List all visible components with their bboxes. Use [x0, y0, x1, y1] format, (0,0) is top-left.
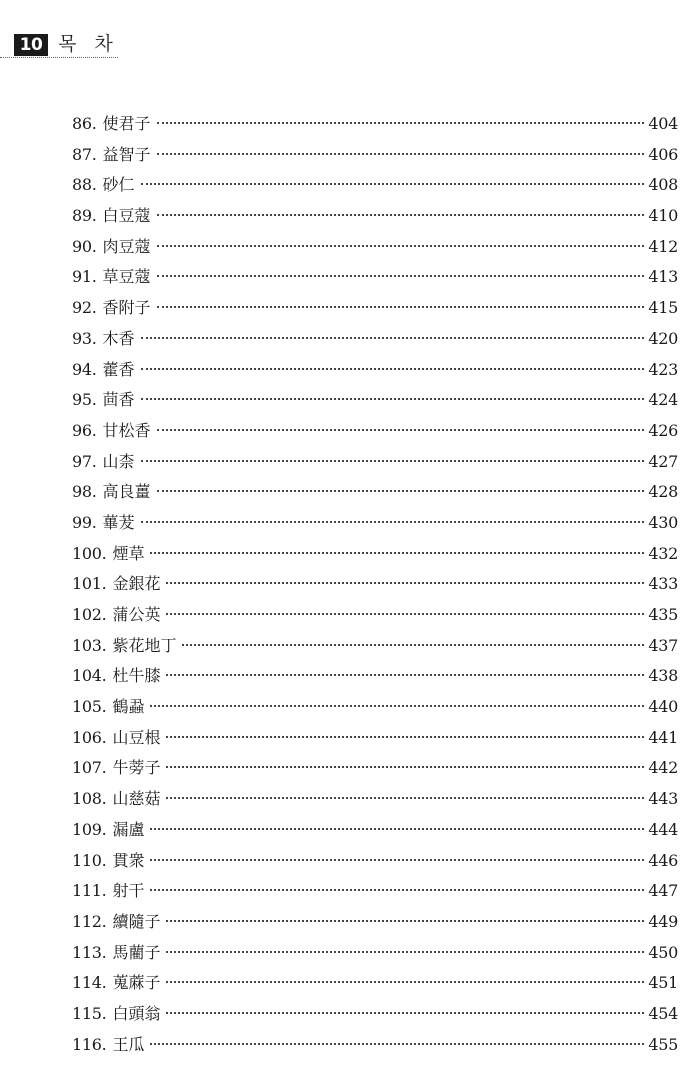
entry-title: 藿香 — [102, 359, 135, 379]
toc-entry — [72, 818, 678, 849]
toc-entry — [72, 204, 678, 235]
toc-entry — [72, 419, 678, 450]
dot-leader — [157, 153, 645, 155]
toc-entry — [72, 358, 678, 389]
entry-number: 88. — [72, 175, 97, 195]
entry-page-number: 440 — [648, 697, 678, 717]
entry-title: 山柰 — [102, 451, 135, 471]
dot-leader — [157, 429, 645, 431]
toc-entry — [72, 971, 678, 1002]
entry-title: 煙草 — [112, 543, 145, 563]
entry-page-number: 443 — [648, 789, 678, 809]
toc-entry — [72, 849, 678, 880]
entry-number: 87. — [72, 144, 97, 164]
toc-entry — [72, 388, 678, 419]
entry-page-number: 451 — [648, 973, 678, 993]
entry-page-number: 454 — [648, 1003, 678, 1023]
entry-number: 106. — [72, 727, 107, 747]
entry-number: 96. — [72, 420, 97, 440]
dot-leader — [157, 214, 645, 216]
entry-page-number: 437 — [648, 635, 678, 655]
toc-entry — [72, 235, 678, 266]
entry-title: 益智子 — [102, 144, 151, 164]
toc-entry — [72, 879, 678, 910]
entry-page-number: 426 — [648, 420, 678, 440]
toc-entry — [72, 265, 678, 296]
entry-title: 蒐蔴子 — [112, 973, 161, 993]
entry-number: 115. — [72, 1003, 107, 1023]
entry-title: 高良薑 — [102, 482, 151, 502]
entry-number: 100. — [72, 543, 107, 563]
entry-title: 山豆根 — [112, 727, 161, 747]
entry-number: 92. — [72, 298, 97, 318]
entry-page-number: 412 — [648, 236, 678, 256]
entry-number: 101. — [72, 574, 107, 594]
entry-page-number: 408 — [648, 175, 678, 195]
toc-entry — [72, 726, 678, 757]
dot-leader — [141, 521, 645, 523]
entry-page-number: 410 — [648, 206, 678, 226]
dot-leader — [150, 889, 644, 891]
entry-page-number: 447 — [648, 881, 678, 901]
entry-page-number: 449 — [648, 911, 678, 931]
entry-number: 109. — [72, 819, 107, 839]
entry-page-number: 415 — [648, 298, 678, 318]
entry-page-number: 442 — [648, 758, 678, 778]
dot-leader — [141, 460, 645, 462]
entry-title: 肉豆蔻 — [102, 236, 151, 256]
entry-title: 草豆蔻 — [102, 267, 151, 287]
entry-page-number: 424 — [648, 390, 678, 410]
dot-leader — [157, 490, 645, 492]
entry-number: 104. — [72, 666, 107, 686]
entry-number: 97. — [72, 451, 97, 471]
entry-number: 89. — [72, 206, 97, 226]
entry-page-number: 413 — [648, 267, 678, 287]
dot-leader — [157, 122, 645, 124]
dot-leader — [150, 552, 644, 554]
dot-leader — [166, 582, 644, 584]
entry-number: 114. — [72, 973, 107, 993]
dot-leader — [166, 981, 644, 983]
dot-leader — [150, 859, 644, 861]
entry-title: 香附子 — [102, 298, 151, 318]
entry-number: 98. — [72, 482, 97, 502]
page-number-badge: 10 — [14, 34, 48, 56]
dot-leader — [182, 644, 644, 646]
entry-page-number: 438 — [648, 666, 678, 686]
dot-leader — [166, 766, 644, 768]
entry-title: 射干 — [112, 881, 145, 901]
toc-entry — [72, 1033, 678, 1064]
entry-title: 王瓜 — [112, 1034, 145, 1054]
toc-entry — [72, 695, 678, 726]
entry-number: 93. — [72, 328, 97, 348]
toc-entry — [72, 941, 678, 972]
entry-title: 甘松香 — [102, 420, 151, 440]
entry-title: 馬藺子 — [112, 942, 161, 962]
toc-entry — [72, 480, 678, 511]
dot-leader — [141, 398, 645, 400]
entry-title: 蓽茇 — [102, 512, 135, 532]
entry-number: 111. — [72, 881, 107, 901]
dot-leader — [150, 1043, 644, 1045]
entry-number: 90. — [72, 236, 97, 256]
dot-leader — [166, 736, 644, 738]
entry-title: 紫花地丁 — [112, 635, 177, 655]
toc-entry — [72, 572, 678, 603]
entry-page-number: 455 — [648, 1034, 678, 1054]
entry-title: 續隨子 — [112, 911, 161, 931]
toc-entry — [72, 450, 678, 481]
toc-entry — [72, 542, 678, 573]
toc-entry — [72, 511, 678, 542]
entry-number: 105. — [72, 697, 107, 717]
entry-title: 使君子 — [102, 114, 151, 133]
page-header — [0, 0, 700, 60]
dot-leader — [166, 920, 644, 922]
entry-number: 116. — [72, 1034, 107, 1054]
entry-number: 91. — [72, 267, 97, 287]
toc-entry — [72, 756, 678, 787]
dot-leader — [166, 797, 644, 799]
entry-page-number: 406 — [648, 144, 678, 164]
entry-number: 110. — [72, 850, 107, 870]
entry-title: 杜牛膝 — [112, 666, 161, 686]
toc-entry — [72, 1002, 678, 1033]
entry-number: 99. — [72, 512, 97, 532]
entry-title: 木香 — [102, 328, 135, 348]
entry-title: 白豆蔻 — [102, 206, 151, 226]
entry-page-number: 444 — [648, 819, 678, 839]
entry-title: 山慈菇 — [112, 789, 161, 809]
toc-entry — [72, 173, 678, 204]
entry-number: 95. — [72, 390, 97, 410]
dot-leader — [166, 674, 644, 676]
dot-leader — [150, 828, 644, 830]
entry-number: 112. — [72, 911, 107, 931]
header-dotted-rule — [0, 57, 118, 58]
table-of-contents — [72, 112, 678, 1063]
toc-entry — [72, 143, 678, 174]
entry-page-number: 420 — [648, 328, 678, 348]
toc-entry — [72, 634, 678, 665]
entry-title: 砂仁 — [102, 175, 135, 195]
entry-title: 金銀花 — [112, 574, 161, 594]
entry-page-number: 446 — [648, 850, 678, 870]
toc-entry — [72, 910, 678, 941]
dot-leader — [157, 245, 645, 247]
entry-page-number: 428 — [648, 482, 678, 502]
entry-title: 牛蒡子 — [112, 758, 161, 778]
dot-leader — [157, 306, 645, 308]
toc-entry — [72, 112, 678, 143]
dot-leader — [166, 1012, 644, 1014]
entry-number: 113. — [72, 942, 107, 962]
entry-page-number: 423 — [648, 359, 678, 379]
entry-title: 鶴蝨 — [112, 697, 145, 717]
entry-page-number: 435 — [648, 605, 678, 624]
entry-page-number: 427 — [648, 451, 678, 471]
dot-leader — [141, 183, 645, 185]
entry-number: 94. — [72, 359, 97, 379]
toc-entry — [72, 327, 678, 358]
entry-title: 白頭翁 — [112, 1003, 161, 1023]
toc-entry — [72, 787, 678, 818]
entry-title: 茴香 — [102, 390, 135, 410]
entry-title: 蒲公英 — [112, 605, 161, 624]
dot-leader — [141, 337, 645, 339]
entry-page-number: 450 — [648, 942, 678, 962]
entry-page-number: 433 — [648, 574, 678, 594]
dot-leader — [166, 951, 644, 953]
dot-leader — [166, 613, 644, 615]
dot-leader — [141, 368, 645, 370]
toc-entry — [72, 664, 678, 695]
entry-number: 108. — [72, 789, 107, 809]
section-title: 목 차 — [58, 33, 119, 55]
entry-number: 103. — [72, 635, 107, 655]
entry-number: 102. — [72, 605, 107, 624]
dot-leader — [150, 705, 644, 707]
entry-title: 漏盧 — [112, 819, 145, 839]
toc-entry — [72, 296, 678, 327]
entry-number: 86. — [72, 114, 97, 133]
entry-page-number: 441 — [648, 727, 678, 747]
entry-page-number: 404 — [648, 114, 678, 133]
entry-page-number: 430 — [648, 512, 678, 532]
toc-entry — [72, 603, 678, 634]
entry-page-number: 432 — [648, 543, 678, 563]
dot-leader — [157, 275, 645, 277]
entry-number: 107. — [72, 758, 107, 778]
entry-title: 貫衆 — [112, 850, 145, 870]
